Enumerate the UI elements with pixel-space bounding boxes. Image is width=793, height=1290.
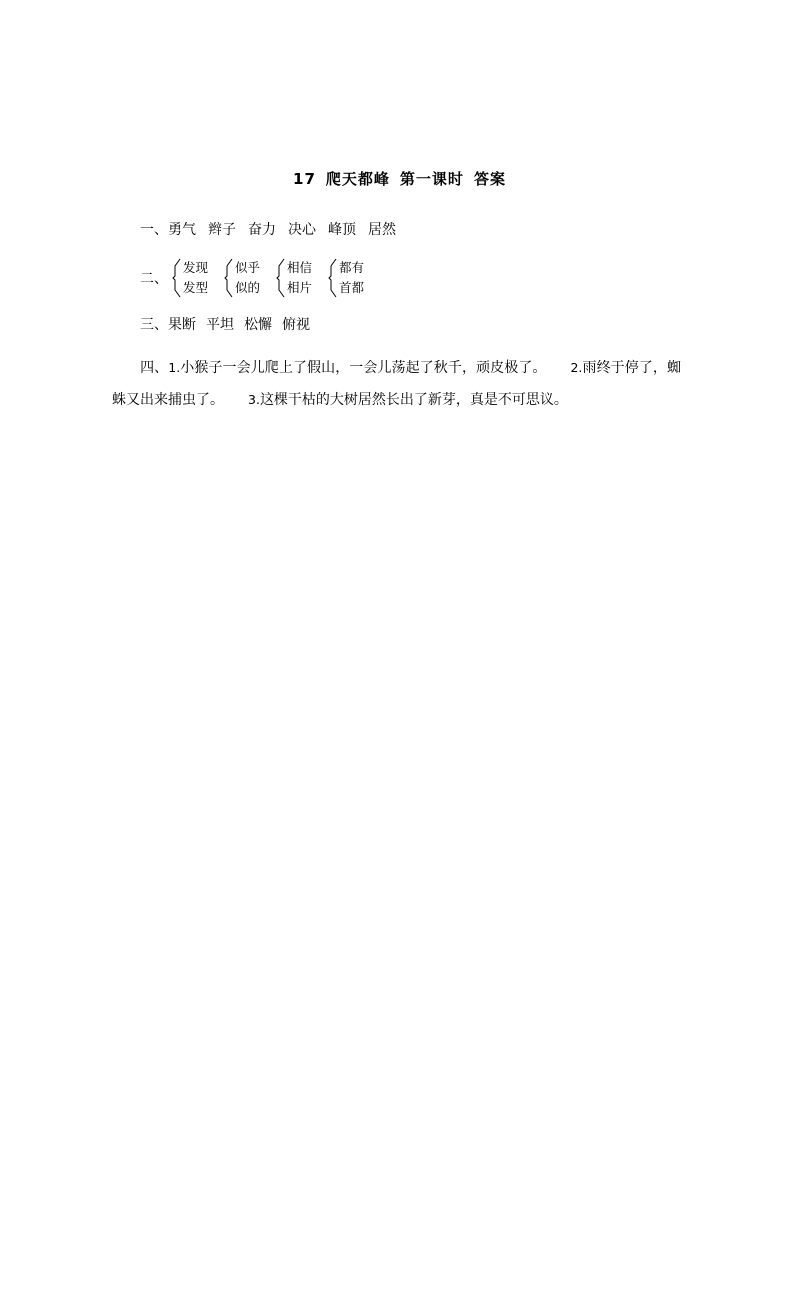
word-bottom: 似的 — [235, 279, 261, 295]
word-group — [224, 258, 260, 298]
word-bottom: 相片 — [287, 279, 313, 295]
section-one-answer-4: 决心 — [288, 222, 316, 238]
section-one-answer-5: 峰顶 — [328, 222, 356, 238]
brace-icon — [172, 258, 181, 298]
section-one — [112, 217, 681, 244]
section-one-answer-3: 奋力 — [248, 222, 276, 238]
item-text-1: 小猴子一会儿爬上了假山，一会儿荡起了秋千，顽皮极了。 — [180, 359, 547, 376]
lesson-number: 17 — [293, 170, 316, 188]
section-one-marker: 一、 — [140, 222, 168, 238]
word-top: 都有 — [339, 260, 365, 276]
section-three-answer-1: 果断 — [168, 316, 196, 333]
item-index-3: 3. — [248, 391, 260, 407]
answer-label: 答案 — [473, 170, 506, 188]
lesson-period: 第一课时 — [399, 170, 464, 188]
section-three — [112, 314, 681, 334]
section-four — [112, 352, 681, 416]
section-two-marker: 二、 — [140, 270, 168, 287]
word-group-words — [183, 258, 208, 298]
brace-icon — [224, 258, 233, 298]
item-text-2: 雨终于停了，蜘蛛又出来捕虫了。 — [112, 359, 682, 408]
word-group — [276, 258, 312, 298]
word-group — [172, 258, 208, 298]
item-index-1: 1. — [168, 359, 181, 375]
word-group-words — [339, 258, 364, 298]
word-group-words — [287, 258, 312, 298]
item-index-2: 2. — [570, 359, 583, 375]
section-three-answer-4: 俯视 — [282, 316, 310, 333]
word-group — [328, 258, 364, 298]
section-one-answer-6: 居然 — [368, 222, 396, 238]
section-three-answer-3: 松懈 — [244, 316, 272, 333]
page-title — [112, 168, 681, 189]
section-one-answer-1: 勇气 — [168, 222, 196, 238]
word-bottom: 发型 — [183, 279, 209, 295]
section-four-marker: 四、 — [140, 359, 169, 376]
brace-icon — [276, 258, 285, 298]
section-one-answer-2: 辫子 — [208, 222, 236, 238]
brace-icon — [328, 258, 337, 298]
word-top: 发现 — [183, 260, 209, 276]
word-group-words — [235, 258, 260, 298]
word-top: 相信 — [287, 260, 313, 276]
section-three-answer-2: 平坦 — [206, 316, 234, 333]
item-text-3: 这棵干枯的大树居然长出了新芽，真是不可思议。 — [259, 391, 568, 408]
section-two — [112, 258, 681, 298]
lesson-name: 爬天都峰 — [325, 170, 390, 188]
section-two-groups — [172, 258, 380, 298]
word-top: 似乎 — [235, 260, 261, 276]
section-three-marker: 三、 — [140, 316, 168, 333]
word-bottom: 首都 — [339, 279, 365, 295]
